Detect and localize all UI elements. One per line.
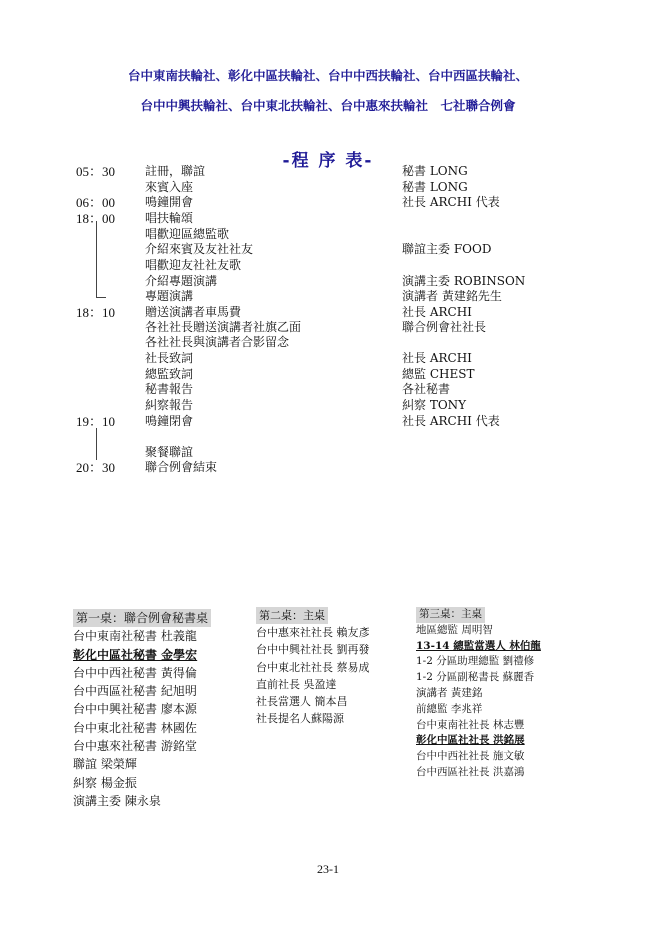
schedule-person: 聯合例會社社長 (402, 320, 487, 334)
table-member: 台中中西社社長 施文敏 (416, 750, 525, 763)
schedule-time: 19：10 (76, 414, 116, 429)
schedule-item: 社長致詞 (145, 351, 194, 365)
schedule-person: 秘書 LONG (402, 164, 468, 178)
table-member: 社長當選人 簡本昌 (256, 695, 348, 709)
schedule-item: 秘書報告 (145, 382, 194, 396)
schedule-item: 鳴鐘開會 (145, 195, 194, 209)
schedule-person: 總監 CHEST (402, 367, 475, 381)
table-member: 台中西區社社長 洪嘉鴻 (416, 765, 525, 778)
table-member: 13-14 總監當選人 林伯龍 (416, 639, 541, 652)
timeline-bracket (96, 428, 97, 460)
table-member: 1-2 分區助理總監 劉禮修 (416, 655, 535, 668)
schedule-person: 演講主委 ROBINSON (402, 274, 526, 288)
table-member: 聯誼 梁榮輝 (73, 757, 137, 772)
table-heading: 第三桌：主桌 (416, 607, 485, 623)
schedule-item: 總監致詞 (145, 367, 194, 381)
schedule-item: 介紹來賓及友社社友 (145, 242, 254, 256)
timeline-bracket-end (96, 297, 106, 298)
schedule-item: 介紹專題演講 (145, 274, 218, 288)
table-member: 前總監 李兆祥 (416, 702, 483, 715)
table-member: 台中西區社秘書 紀旭明 (73, 684, 197, 699)
table-member: 台中東北社秘書 林國佐 (73, 720, 197, 735)
table-member: 彰化中區社秘書 金學宏 (73, 647, 198, 662)
table-member: 台中惠來社秘書 游銘堂 (73, 739, 197, 754)
schedule-person: 社長 ARCHI (402, 305, 472, 319)
schedule-person: 社長 ARCHI 代表 (402, 195, 500, 209)
schedule-person: 各社秘書 (402, 382, 451, 396)
table-member: 台中東南社社長 林志豐 (416, 718, 525, 731)
table-member: 彰化中區社社長 洪銘展 (416, 734, 525, 747)
schedule-time: 06：00 (76, 195, 116, 210)
table-member: 地區總監 周明智 (416, 623, 493, 636)
schedule-item: 註冊，聯誼 (145, 164, 206, 178)
table-member: 台中惠來社社長 賴友彥 (256, 626, 370, 640)
schedule-item: 聯合例會結束 (145, 460, 218, 474)
page-title: -程 序 表- (282, 151, 374, 171)
schedule-person: 社長 ARCHI 代表 (402, 414, 500, 428)
page-number: 23-1 (317, 862, 339, 876)
schedule-person: 聯誼主委 FOOD (402, 242, 492, 256)
schedule-time: 18：10 (76, 305, 116, 320)
table-heading: 第一桌：聯合例會秘書桌 (73, 609, 211, 627)
schedule-item: 來賓入座 (145, 180, 194, 194)
schedule-item: 唱歡迎區總監歌 (145, 227, 230, 241)
table-1 (73, 609, 211, 810)
header-line-1: 台中東南扶輪社、彰化中區扶輪社、台中中西扶輪社、台中西區扶輪社、 (127, 68, 528, 83)
schedule-person: 社長 ARCHI (402, 351, 472, 365)
table-member: 台中東北社社長 蔡易成 (256, 660, 370, 674)
schedule-time: 20：30 (76, 460, 116, 475)
table-heading: 第二桌：主桌 (256, 607, 328, 624)
table-member: 糾察 楊金振 (73, 775, 137, 790)
table-3 (416, 607, 541, 781)
timeline-bracket (96, 221, 97, 297)
table-member: 演講者 黃建銘 (416, 686, 483, 699)
schedule-time: 18：00 (76, 211, 116, 226)
schedule-item: 唱扶輪頌 (145, 211, 194, 225)
schedule-item: 各社社長贈送演講者社旗乙面 (145, 320, 302, 334)
table-member: 台中中興社秘書 廖本源 (73, 702, 197, 717)
schedule-person: 糾察 TONY (402, 398, 467, 412)
table-member: 台中中西社秘書 黃得倫 (73, 665, 197, 680)
schedule-item: 糾察報告 (145, 398, 194, 412)
table-member: 台中東南社秘書 杜義龍 (73, 629, 197, 644)
schedule-time: 05：30 (76, 164, 116, 179)
schedule-item: 贈送演講者車馬費 (145, 305, 242, 319)
table-member: 台中中興社社長 劉再發 (256, 643, 370, 657)
schedule-person: 演講者 黃建銘先生 (402, 289, 502, 303)
schedule-item: 各社社長與演講者合影留念 (145, 335, 290, 349)
table-2 (256, 607, 370, 727)
table-member: 演講主委 陳永泉 (73, 793, 161, 808)
header-line-2: 台中中興扶輪社、台中東北扶輪社、台中惠來扶輪社 七社聯合例會 (140, 98, 516, 113)
schedule-item: 聚餐聯誼 (145, 445, 194, 459)
table-member: 1-2 分區副秘書長 蘇麗香 (416, 671, 535, 684)
table-member: 社長提名人蘇陽源 (256, 712, 344, 726)
table-member: 直前社長 吳盈達 (256, 677, 337, 691)
schedule-item: 專題演講 (145, 289, 194, 303)
schedule-item: 唱歡迎友社社友歌 (145, 258, 242, 272)
schedule-person: 秘書 LONG (402, 180, 468, 194)
schedule-item: 鳴鐘閉會 (145, 414, 194, 428)
